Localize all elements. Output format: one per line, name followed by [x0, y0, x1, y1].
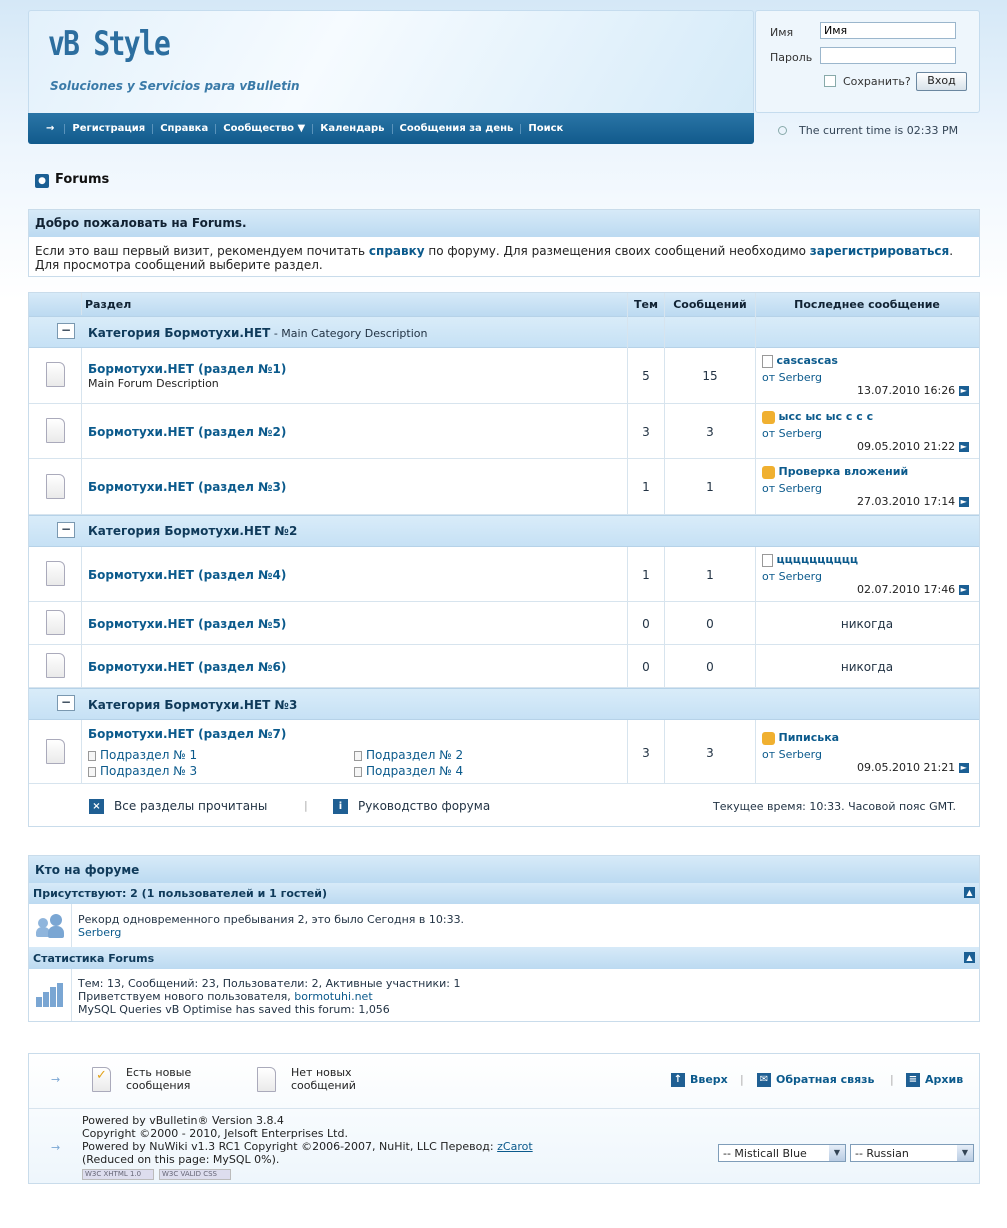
logo-tagline: Soluciones y Servicios para vBulletin	[50, 79, 300, 93]
forum-title[interactable]: Бормотухи.НЕТ (раздел №5)	[88, 617, 287, 631]
remember-checkbox[interactable]	[824, 75, 836, 87]
forum-posts: 1	[706, 480, 714, 494]
forum-no-new-icon	[46, 362, 65, 387]
archive-icon: ≡	[906, 1073, 920, 1087]
category-title[interactable]: Категория Бормотухи.НЕТ №2	[88, 524, 298, 538]
password-input[interactable]	[820, 47, 956, 64]
th-forum: Раздел	[85, 298, 132, 311]
remember-label: Сохранить?	[843, 75, 911, 88]
newest-member-link[interactable]: bormotuhi.net	[294, 990, 373, 1003]
online-record: Рекорд одновременного пребывания 2, это было Сегодня в 10:33.	[78, 913, 465, 926]
forum-posts: 15	[702, 369, 718, 383]
lastpost-datetime: 27.03.2010 17:14 ►	[857, 495, 967, 508]
no-new-posts-legend-icon	[257, 1067, 276, 1092]
forum-title[interactable]: Бормотухи.НЕТ (раздел №1)	[88, 362, 287, 376]
goto-last-post-icon[interactable]: ►	[960, 497, 967, 506]
register-link[interactable]: зарегистрироваться	[809, 244, 950, 258]
post-doc-icon	[762, 355, 773, 368]
lastpost-title-wrap[interactable]	[762, 465, 908, 479]
forum-title[interactable]: Бормотухи.НЕТ (раздел №4)	[88, 568, 287, 582]
subforum-link[interactable]: Подраздел № 2	[354, 748, 463, 762]
guide-icon: i	[333, 799, 348, 814]
language-select[interactable]: -- Russian ▼	[850, 1144, 974, 1162]
lastpost-datetime: 09.05.2010 21:22 ►	[857, 440, 967, 453]
nav-calendar[interactable]: Календарь	[312, 124, 391, 134]
forum-no-new-icon	[46, 653, 65, 678]
subforum-doc-icon	[354, 751, 362, 761]
subforum-doc-icon	[354, 767, 362, 777]
forum-title[interactable]: Бормотухи.НЕТ (раздел №3)	[88, 480, 287, 494]
nav-search[interactable]: Поиск	[520, 124, 570, 134]
users-group-icon	[36, 914, 66, 938]
subforum-link[interactable]: Подраздел № 3	[88, 764, 197, 778]
forum-desc: Main Forum Description	[88, 377, 219, 390]
nav-register[interactable]: Регистрация	[64, 124, 152, 134]
lastpost-title[interactable]: цццццццццц	[776, 553, 859, 566]
lastpost-title-wrap[interactable]	[762, 354, 838, 368]
goto-last-post-icon[interactable]: ►	[960, 763, 967, 772]
arrow-up-icon: ↑	[671, 1073, 685, 1087]
forum-threads: 0	[642, 617, 650, 631]
forum-stats: Тем: 13, Сообщений: 23, Пользователи: 2, Активные участники: 1	[78, 977, 461, 990]
mail-icon: ✉	[757, 1073, 771, 1087]
thumbs-up-icon	[762, 466, 775, 479]
forum-title[interactable]: Бормотухи.НЕТ (раздел №6)	[88, 660, 287, 674]
lastpost-title[interactable]: ысс ыс ыс с с с	[778, 410, 874, 423]
forum-no-new-icon	[46, 739, 65, 764]
logo[interactable]: vB Style	[48, 24, 170, 64]
collapse-minus-icon[interactable]: −	[57, 695, 75, 711]
powered-by: Powered by vBulletin® Version 3.8.4 Copyright ©2000 - 2010, Jelsoft Enterprises Ltd. Powered by NuWiki v1.3 RC1 Copyright ©2006-2007, NuHit, LLC Перевод: zCarot (Reduced on this page: MySQL 0%).	[82, 1114, 533, 1166]
subforum-link[interactable]: Подраздел № 1	[88, 748, 197, 762]
forum-no-new-icon	[46, 474, 65, 499]
welcome-text: Если это ваш первый визит, рекомендуем почитать справку по форуму. Для размещения своих сообщений необходимо зарегистрироваться. Для просмотра сообщений выберите раздел.	[35, 244, 954, 272]
lastpost-datetime: 09.05.2010 21:21 ►	[857, 761, 967, 774]
newest-member: Приветствуем нового пользователя, bormotuhi.net	[78, 990, 373, 1003]
arrow-icon: →	[51, 1141, 61, 1154]
forum-threads: 5	[642, 369, 650, 383]
forum-threads: 1	[642, 568, 650, 582]
mark-all-read-link[interactable]: Все разделы прочитаны	[114, 799, 268, 813]
category-title[interactable]: Категория Бормотухи.НЕТ №3	[88, 698, 298, 712]
lastpost-author[interactable]: от Serberg	[762, 748, 822, 761]
lastpost-datetime: 02.07.2010 17:46 ►	[857, 583, 967, 596]
legend-new-posts: Есть новые сообщения	[126, 1066, 192, 1092]
nav-help[interactable]: Справка	[152, 124, 215, 134]
lastpost-title[interactable]: Пиписька	[778, 731, 840, 744]
lastpost-title[interactable]: cascascas	[776, 354, 838, 367]
collapse-minus-icon[interactable]: −	[57, 522, 75, 538]
collapse-up-icon[interactable]: ▲	[964, 952, 975, 963]
nav-todays-posts[interactable]: Сообщения за день	[392, 124, 521, 134]
translator-link[interactable]: zCarot	[497, 1140, 533, 1153]
forum-home-icon: ●	[35, 174, 49, 188]
top-link[interactable]: Вверх	[690, 1073, 728, 1086]
forum-stats-title[interactable]: Статистика Forums	[29, 947, 979, 969]
forum-posts: 3	[706, 425, 714, 439]
lastpost-title-wrap[interactable]	[762, 410, 873, 424]
username-input[interactable]	[820, 22, 956, 39]
forum-no-new-icon	[46, 418, 65, 443]
whos-online-title: Кто на форуме	[29, 856, 979, 883]
css-badge[interactable]: W3C VALID CSS	[159, 1169, 231, 1180]
clock-icon	[778, 126, 787, 135]
forum-guide-link[interactable]: Руководство форума	[358, 799, 491, 813]
goto-last-post-icon[interactable]: ►	[960, 442, 967, 451]
mysql-optimise-text: MySQL Queries vB Optimise has saved this forum: 1,056	[78, 1003, 390, 1016]
forum-threads: 0	[642, 660, 650, 674]
style-select[interactable]: -- Misticall Blue ▼	[718, 1144, 846, 1162]
welcome-title: Добро пожаловать на Forums.	[29, 210, 979, 237]
username-label: Имя	[770, 26, 794, 39]
legend-no-new-posts: Нет новых сообщений	[291, 1066, 356, 1092]
password-label: Пароль	[770, 51, 813, 64]
new-posts-legend-icon: ✓	[92, 1067, 111, 1092]
lastpost-never: никогда	[840, 617, 894, 631]
forum-no-new-icon	[46, 561, 65, 586]
nav-community[interactable]: Сообщество ▼	[215, 124, 312, 134]
stats-bar-chart-icon	[36, 983, 64, 1007]
nav-home-arrow[interactable]: →	[46, 122, 55, 134]
collapse-up-icon[interactable]: ▲	[964, 887, 975, 898]
post-doc-icon	[762, 554, 773, 567]
forum-threads: 1	[642, 480, 650, 494]
xhtml-badge[interactable]: W3C XHTML 1.0	[82, 1169, 154, 1180]
collapse-minus-icon[interactable]: −	[57, 323, 75, 339]
page-title: Forums	[55, 172, 110, 187]
th-posts: Сообщений	[673, 298, 747, 311]
subforum-link[interactable]: Подраздел № 4	[354, 764, 463, 778]
login-button[interactable]: Вход	[916, 72, 967, 91]
archive-link[interactable]: Архив	[925, 1073, 964, 1086]
forum-posts: 0	[706, 660, 714, 674]
forum-no-new-icon	[46, 610, 65, 635]
arrow-icon: →	[51, 1073, 61, 1086]
help-link[interactable]: справку	[368, 244, 425, 258]
lastpost-datetime: 13.07.2010 16:26 ►	[857, 384, 967, 397]
forum-posts: 0	[706, 617, 714, 631]
th-last-post: Последнее сообщение	[794, 298, 940, 311]
lastpost-author[interactable]: от Serberg	[762, 482, 822, 495]
forum-threads: 3	[642, 425, 650, 439]
lastpost-title-wrap[interactable]	[762, 553, 858, 567]
current-time: The current time is 02:33 PM	[799, 124, 959, 137]
goto-last-post-icon[interactable]: ►	[960, 585, 967, 594]
lastpost-title-wrap[interactable]	[762, 731, 839, 745]
th-threads: Тем	[634, 298, 658, 311]
dropdown-arrow-icon: ▼	[957, 1145, 973, 1161]
subforum-doc-icon	[88, 751, 96, 761]
forum-threads: 3	[642, 746, 650, 760]
online-present[interactable]: Присутствуют: 2 (1 пользователей и 1 гостей)	[29, 883, 979, 904]
mark-read-icon: ×	[89, 799, 104, 814]
contact-link[interactable]: Обратная связь	[776, 1073, 875, 1086]
caret-down-icon: ▼	[297, 122, 306, 134]
lastpost-author[interactable]: от Serberg	[762, 371, 822, 384]
goto-last-post-icon[interactable]: ►	[960, 386, 967, 395]
lastpost-author[interactable]: от Serberg	[762, 427, 822, 440]
thumbs-up-icon	[762, 732, 775, 745]
online-user-link[interactable]: Serberg	[78, 926, 122, 939]
lastpost-title[interactable]: Проверка вложений	[778, 465, 909, 478]
subforum-doc-icon	[88, 767, 96, 777]
category-title[interactable]: Категория Бормотухи.НЕТ - Main Category Description	[88, 326, 428, 340]
forum-title[interactable]: Бормотухи.НЕТ (раздел №2)	[88, 425, 287, 439]
navbar	[28, 113, 754, 144]
forum-posts: 3	[706, 746, 714, 760]
dropdown-arrow-icon: ▼	[829, 1145, 845, 1161]
lastpost-author[interactable]: от Serberg	[762, 570, 822, 583]
thumbs-up-icon	[762, 411, 775, 424]
lastpost-never: никогда	[840, 660, 894, 674]
forum-posts: 1	[706, 568, 714, 582]
forum-title[interactable]: Бормотухи.НЕТ (раздел №7)	[88, 727, 287, 741]
footer-time: Текущее время: 10:33. Часовой пояс GMT.	[713, 800, 957, 813]
